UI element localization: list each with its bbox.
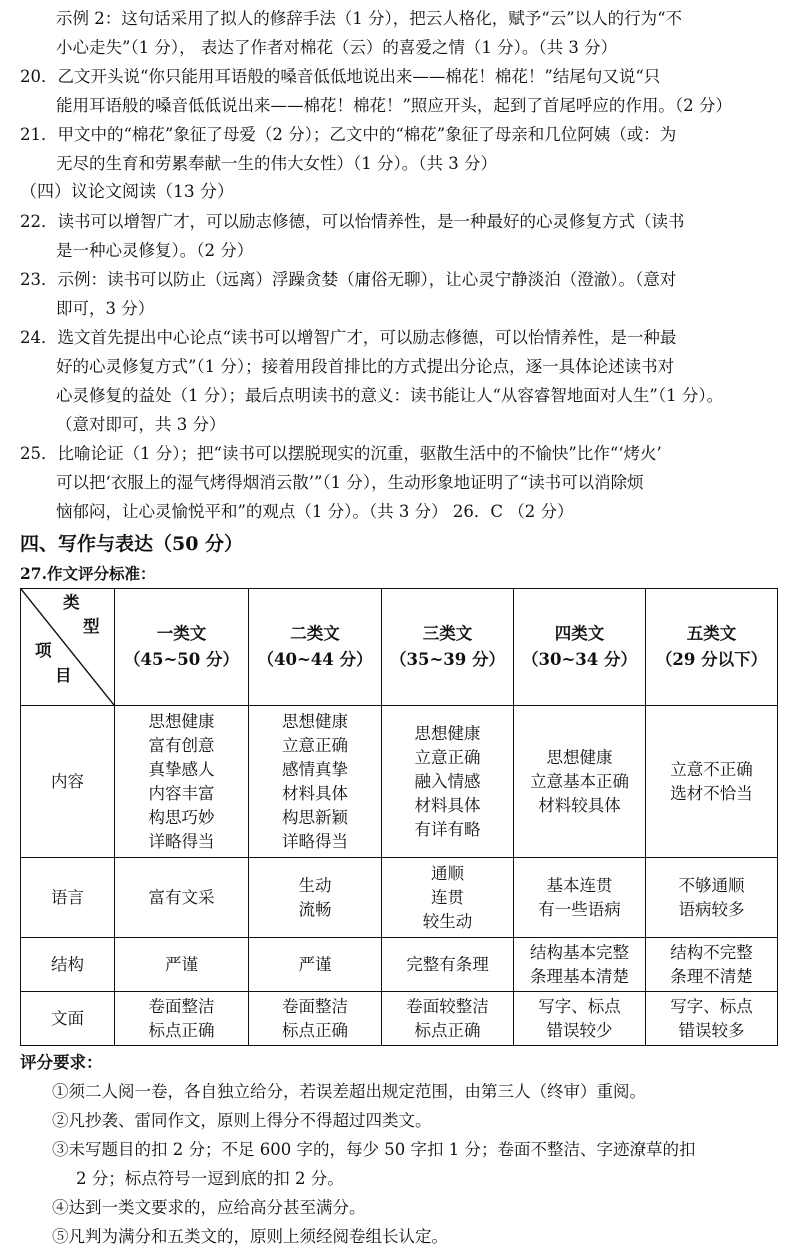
answer-block-top <box>20 4 777 178</box>
cell-text: 不够通顺 <box>678 875 745 895</box>
table-cell <box>249 938 382 992</box>
table-cell <box>382 938 514 992</box>
section-heading-writing: 四、写作与表达（50 分） <box>20 533 244 555</box>
cell-text: 构思新颖 <box>282 807 348 827</box>
category-name: 三类文 <box>422 624 473 643</box>
corner-label-item-1: 项 <box>35 641 52 660</box>
cell-text: 有一些语病 <box>538 899 621 919</box>
answer-block-middle <box>20 207 777 526</box>
requirement-line: ⑤凡判为满分和五类文的，原则上须经阅卷组长认定。 <box>52 1227 448 1246</box>
answer-line: 恼郁闷，让心灵愉悦平和”的观点（1 分）。（共 3 分） 26．C （2 分） <box>56 502 574 521</box>
cell-text: 内容丰富 <box>148 783 215 803</box>
requirements-title: 评分要求： <box>20 1053 103 1072</box>
table-cell <box>382 706 514 858</box>
answer-line: （意对即可，共 3 分） <box>56 415 226 434</box>
answer-line: 即可，3 分） <box>56 299 155 318</box>
cell-text: 富有创意 <box>148 735 215 755</box>
answer-line: 23．示例：读书可以防止（远离）浮躁贪婪（庸俗无聊），让心灵宁静淡泊（澄澈）。（意对 <box>20 270 677 289</box>
row-label: 内容 <box>21 706 115 858</box>
table-cell <box>115 706 249 858</box>
answer-line: 20．乙文开头说“你只能用耳语般的嗓音低低地说出来——棉花！棉花！”结尾句又说“只 <box>20 67 661 86</box>
table-cell <box>514 938 646 992</box>
section-heading-argument-reading: （四）议论文阅读（13 分） <box>20 182 235 202</box>
cell-text: 通顺 <box>431 863 464 883</box>
table-cell <box>115 858 249 938</box>
answer-line: 能用耳语般的嗓音低低说出来——棉花！棉花！”照应开头，起到了首尾呼应的作用。（2 分） <box>56 96 732 115</box>
answer-line: 可以把‘衣服上的湿气烤得烟消云散’”（1 分），生动形象地证明了“读书可以消除烦 <box>56 473 644 492</box>
cell-text: 连贯 <box>431 887 464 907</box>
table-cell <box>646 858 778 938</box>
cell-text: 详略得当 <box>148 831 215 851</box>
requirement-line: 2 分；标点符号一逗到底的扣 2 分。 <box>76 1169 344 1188</box>
cell-text: 选材不恰当 <box>670 783 753 803</box>
category-header <box>382 589 514 706</box>
cell-text: 材料较具体 <box>538 795 621 815</box>
answer-line: 24．选文首先提出中心论点“读书可以增智广才，可以励志修德，可以怡情养性，是一种最 <box>20 328 677 347</box>
table-cell <box>646 938 778 992</box>
cell-text: 感情真挚 <box>282 759 348 779</box>
essay-grading-table <box>20 588 778 1046</box>
table-body <box>21 706 778 1046</box>
requirement-line: ③未写题目的扣 2 分；不足 600 字的，每少 50 字扣 1 分；卷面不整洁、字迹潦草的扣 <box>52 1140 696 1159</box>
category-score-range: （35~39 分） <box>390 650 505 669</box>
requirement-line: ④达到一类文要求的，应给高分甚至满分。 <box>52 1198 366 1217</box>
category-header <box>249 589 382 706</box>
cell-text: 较生动 <box>422 911 473 931</box>
category-name: 四类文 <box>554 624 605 643</box>
requirement-line: ②凡抄袭、雷同作文，原则上得分不得超过四类文。 <box>52 1111 432 1130</box>
answer-line: 示例 2：这句话采用了拟人的修辞手法（1 分），把云人格化，赋予“云”以人的行为“不 <box>56 9 683 28</box>
cell-text: 完整有条理 <box>406 954 489 974</box>
table-row <box>21 938 778 992</box>
requirements-list <box>20 1077 777 1251</box>
cell-text: 语病较多 <box>678 899 745 919</box>
table-cell <box>646 992 778 1046</box>
cell-text: 思想健康 <box>546 747 613 767</box>
category-name: 一类文 <box>156 624 207 643</box>
table-cell <box>115 938 249 992</box>
answer-line: 小心走失”（1 分）， 表达了作者对棉花（云）的喜爱之情（1 分）。（共 3 分） <box>56 38 618 57</box>
category-score-range: （40~44 分） <box>257 650 373 669</box>
row-label: 文面 <box>21 992 115 1046</box>
category-header <box>514 589 646 706</box>
cell-text: 材料具体 <box>414 795 481 815</box>
table-row <box>21 858 778 938</box>
cell-text: 标点正确 <box>414 1020 481 1040</box>
essay-criteria-title: 27.作文评分标准： <box>20 564 156 583</box>
cell-text: 立意不正确 <box>670 759 753 779</box>
table-cell <box>115 992 249 1046</box>
cell-text: 严谨 <box>165 954 198 974</box>
table-cell <box>646 706 778 858</box>
table-cell <box>249 706 382 858</box>
answer-line: 25．比喻论证（1 分）；把“读书可以摆脱现实的沉重，驱散生活中的不愉快”比作“‘烤火’ <box>20 444 662 463</box>
category-score-range: （29 分以下） <box>655 650 768 669</box>
cell-text: 结构基本完整 <box>530 942 629 962</box>
table-cell <box>382 992 514 1046</box>
cell-text: 条理不清楚 <box>670 966 753 986</box>
row-label: 结构 <box>21 938 115 992</box>
answer-line: 心灵修复的益处（1 分）；最后点明读书的意义：读书能让人“从容睿智地面对人生”（1 分）。 <box>56 386 724 405</box>
table-cell <box>514 706 646 858</box>
cell-text: 融入情感 <box>414 771 481 791</box>
cell-text: 有详有略 <box>414 819 481 839</box>
cell-text: 卷面整洁 <box>148 996 215 1016</box>
category-name: 五类文 <box>686 624 737 643</box>
cell-text: 构思巧妙 <box>148 807 215 827</box>
answer-line: 是一种心灵修复）。（2 分） <box>56 241 254 260</box>
cell-text: 思想健康 <box>414 723 481 743</box>
cell-text: 立意正确 <box>282 735 348 755</box>
cell-text: 材料具体 <box>282 783 348 803</box>
cell-text: 立意基本正确 <box>530 771 629 791</box>
cell-text: 立意正确 <box>414 747 481 767</box>
cell-text: 思想健康 <box>282 711 348 731</box>
category-name: 二类文 <box>290 624 340 643</box>
cell-text: 错误较多 <box>678 1020 745 1040</box>
cell-text: 卷面整洁 <box>282 996 348 1016</box>
category-header <box>115 589 249 706</box>
category-header <box>646 589 778 706</box>
cell-text: 写字、标点 <box>538 996 621 1016</box>
category-score-range: （45~50 分） <box>124 650 239 669</box>
table-cell <box>514 992 646 1046</box>
cell-text: 条理基本清楚 <box>530 966 629 986</box>
cell-text: 错误较少 <box>546 1020 613 1040</box>
table-cell <box>382 858 514 938</box>
cell-text: 流畅 <box>298 899 332 919</box>
answer-line: 好的心灵修复方式”（1 分）；接着用段首排比的方式提出分论点，逐一具体论述读书对 <box>56 357 675 376</box>
corner-label-type-1: 类 <box>63 593 80 612</box>
cell-text: 思想健康 <box>148 711 215 731</box>
corner-label-type-2: 型 <box>83 617 100 636</box>
cell-text: 严谨 <box>298 954 332 974</box>
table-cell <box>249 992 382 1046</box>
cell-text: 卷面较整洁 <box>406 996 489 1016</box>
cell-text: 写字、标点 <box>670 996 753 1016</box>
table-corner-cell <box>21 589 115 706</box>
cell-text: 生动 <box>298 875 332 895</box>
answer-line: 22．读书可以增智广才，可以励志修德，可以怡情养性，是一种最好的心灵修复方式（读书 <box>20 212 685 231</box>
cell-text: 富有文采 <box>148 887 215 907</box>
table-row <box>21 706 778 858</box>
requirement-line: ①须二人阅一卷，各自独立给分，若误差超出规定范围，由第三人（终审）重阅。 <box>52 1082 646 1101</box>
corner-label-item-2: 目 <box>55 666 72 685</box>
table-cell <box>249 858 382 938</box>
cell-text: 详略得当 <box>282 831 348 851</box>
row-label: 语言 <box>21 858 115 938</box>
answer-line: 无尽的生育和劳累奉献一生的伟大女性）（1 分）。（共 3 分） <box>56 154 497 173</box>
cell-text: 真挚感人 <box>148 759 215 779</box>
cell-text: 标点正确 <box>148 1020 215 1040</box>
answer-line: 21．甲文中的“棉花”象征了母爱（2 分）；乙文中的“棉花”象征了母亲和几位阿姨（或：为 <box>20 125 677 144</box>
table-header-row <box>21 589 778 706</box>
category-score-range: （30~34 分） <box>522 650 637 669</box>
cell-text: 标点正确 <box>282 1020 348 1040</box>
table-row <box>21 992 778 1046</box>
cell-text: 基本连贯 <box>546 875 613 895</box>
cell-text: 结构不完整 <box>670 942 753 962</box>
table-cell <box>514 858 646 938</box>
